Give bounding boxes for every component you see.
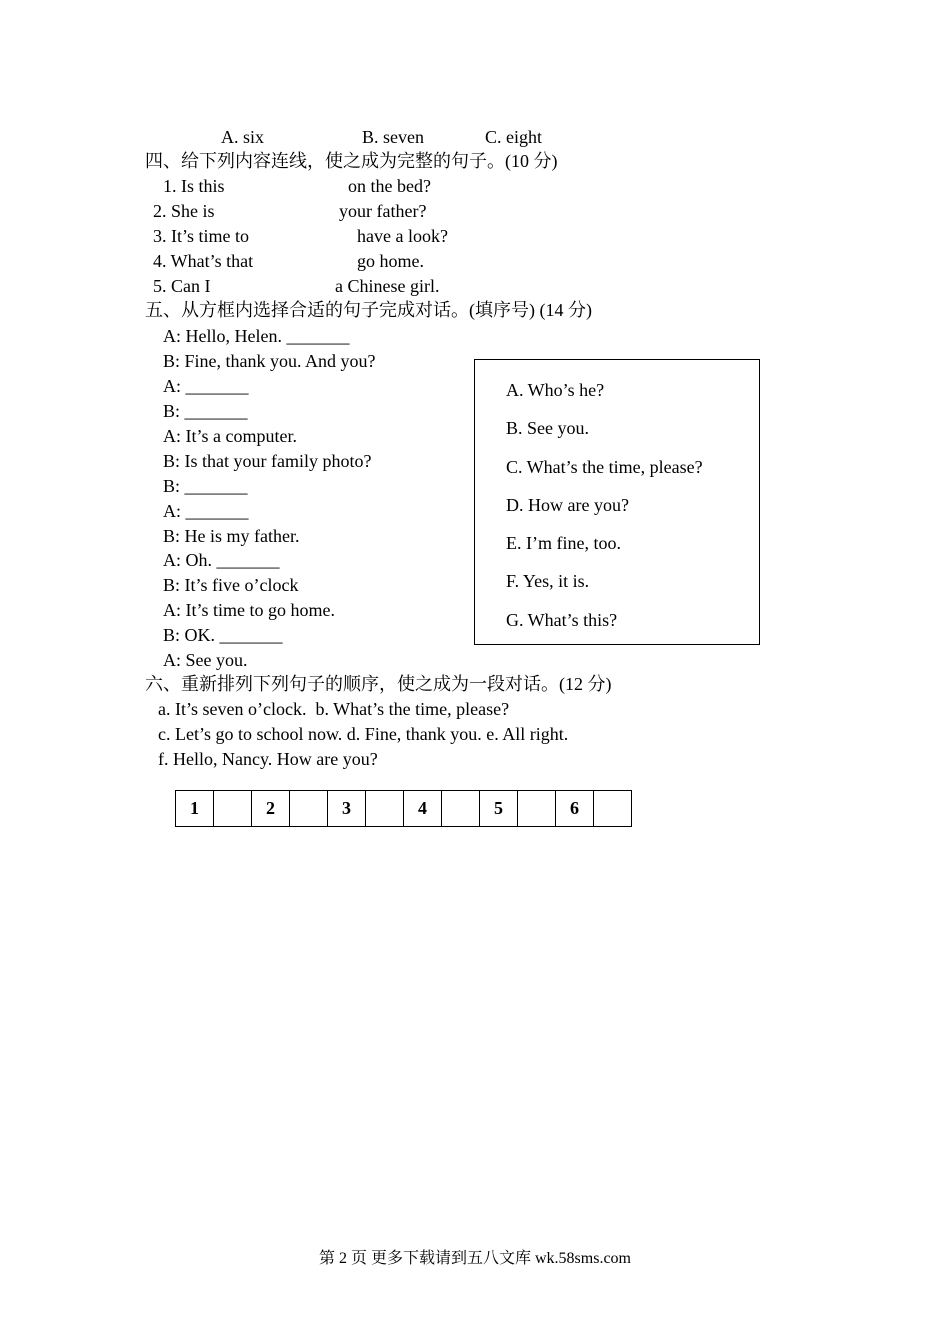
match-left-2: 2. She is [153,201,215,221]
choice-b: B. seven [362,127,424,147]
match-right-1: on the bed? [348,176,431,196]
dialogue-line: B: _______ [163,401,248,421]
order-answer-cell[interactable] [366,791,404,827]
match-left-3: 3. It’s time to [153,226,249,246]
dialogue-line: B: Fine, thank you. And you? [163,351,376,371]
dialogue-line: A: _______ [163,376,249,396]
order-number-cell: 4 [404,791,442,827]
match-right-2: your father? [339,201,427,221]
dialogue-line: B: _______ [163,476,248,496]
section6-title: 六、重新排列下列句子的顺序，使之成为一段对话。(12 分) [145,674,612,694]
order-answer-table [175,790,632,827]
order-number-cell: 5 [480,791,518,827]
dialogue-line: B: OK. _______ [163,625,283,645]
dialogue-line: A: It’s a computer. [163,426,297,446]
order-number-cell: 2 [252,791,290,827]
dialogue-line: A: It’s time to go home. [163,600,335,620]
dialogue-line: A: See you. [163,650,248,670]
option-d: D. How are you? [506,495,629,515]
order-number-cell: 6 [556,791,594,827]
dialogue-line: B: Is that your family photo? [163,451,372,471]
order-answer-cell[interactable] [290,791,328,827]
section4-title: 四、给下列内容连线，使之成为完整的句子。(10 分) [145,151,558,171]
match-right-5: a Chinese girl. [335,276,440,296]
order-number-cell: 3 [328,791,366,827]
dialogue-line: A: Oh. _______ [163,550,280,570]
match-left-4: 4. What’s that [153,251,254,271]
reorder-line-2: c. Let’s go to school now. d. Fine, thank you. e. All right. [158,724,569,744]
order-answer-cell[interactable] [442,791,480,827]
order-answer-cell[interactable] [518,791,556,827]
option-c: C. What’s the time, please? [506,457,703,477]
match-left-1: 1. Is this [163,176,225,196]
option-g: G. What’s this? [506,610,618,630]
choice-c: C. eight [485,127,542,147]
reorder-line-3: f. Hello, Nancy. How are you? [158,749,378,769]
order-number-cell: 1 [176,791,214,827]
options-box [474,359,760,645]
dialogue-line: A: _______ [163,501,249,521]
option-b: B. See you. [506,418,589,438]
dialogue-line: A: Hello, Helen. _______ [163,326,350,346]
match-left-5: 5. Can I [153,276,211,296]
option-a: A. Who’s he? [506,380,605,400]
dialogue-line: B: It’s five o’clock [163,575,299,595]
section5-title: 五、从方框内选择合适的句子完成对话。(填序号) (14 分) [145,300,592,320]
option-e: E. I’m fine, too. [506,533,621,553]
dialogue-line: B: He is my father. [163,526,300,546]
match-right-3: have a look? [357,226,448,246]
reorder-line-1: a. It’s seven o’clock. b. What’s the time, please? [158,699,510,719]
choice-a: A. six [221,127,265,147]
page-footer: 第 2 页 更多下载请到五八文库 wk.58sms.com [318,1250,631,1267]
match-right-4: go home. [357,251,424,271]
order-answer-cell[interactable] [214,791,252,827]
order-answer-cell[interactable] [594,791,632,827]
option-f: F. Yes, it is. [506,571,590,591]
